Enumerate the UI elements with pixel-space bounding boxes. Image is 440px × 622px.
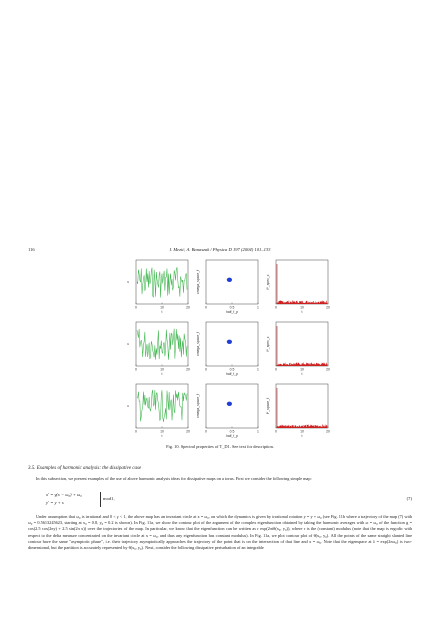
- ylabel-mid-0: omega_space_f: [196, 269, 200, 295]
- section-title: 3.5. Examples of harmonic analysis: the dissipative case: [28, 466, 142, 471]
- ylabel-left-1: x: [126, 343, 130, 345]
- eigenvalue-point-2: [227, 402, 232, 406]
- tick-label-1-1-2: 1: [257, 367, 259, 372]
- panel-frame-1-1: [206, 322, 258, 366]
- tick-label-2-0-0: 0: [135, 429, 137, 434]
- tick-label-0-0-1: 10: [160, 305, 164, 310]
- tick-label-1-0-0: 0: [135, 367, 137, 372]
- tick-label-0-2-1: 10: [300, 305, 304, 310]
- xlabel-mid-1: half_f_p: [225, 372, 239, 376]
- paragraph-intro: In this subsection, we present examples of the use of above harmonic analysis ideas for dissipative maps on a torus. First we consider the following simple map:: [36, 476, 312, 481]
- tick-label-2-2-1: 10: [300, 429, 304, 434]
- xlabel-right-1: t: [301, 372, 303, 376]
- tick-label-1-1-1: 0.5: [229, 367, 235, 372]
- tick-label-2-0-2: 20: [186, 429, 190, 434]
- xlabel-right-0: t: [301, 310, 303, 314]
- tick-label-0-0-0: 0: [135, 305, 137, 310]
- equation-line-1: x′ = γ(x − ω₀) + ω₀: [46, 492, 82, 497]
- equation-7: [46, 492, 412, 510]
- equation-number: (7): [406, 496, 412, 501]
- panel-frame-0-1: [206, 260, 258, 304]
- tick-label-2-2-2: 20: [326, 429, 330, 434]
- tick-label-1-0-2: 20: [186, 367, 190, 372]
- tick-label-0-2-2: 20: [326, 305, 330, 310]
- tick-label-1-2-2: 20: [326, 367, 330, 372]
- ylabel-left-0: x: [126, 281, 130, 283]
- tick-label-0-1-1: 0.5: [229, 305, 235, 310]
- tick-label-0-1-2: 1: [257, 305, 259, 310]
- tick-label-2-1-1: 0.5: [229, 429, 235, 434]
- ylabel-mid-2: omega_space_f: [196, 393, 200, 419]
- paragraph-analysis: Under assumption that ω₀ is irrational and 0 < γ < 1, the above map has an invariant circle at x = ω₀, on which the dynamics is given by irrational rotation y = y + ω₀ (see Fig. 11b where a trajectory of the map (7) with ω₀ = 0.5613245623, starting at x₀ = 0.8, y₀ = 0.2 is shown). In Fig. 11a, we show the contour plot of the argument of the complex eigenfunction obtained by taking the harmonic averages with ω = ω₀ of the function g = cos(2.5 cos(2πy) + 2.5 sin(2π x)) over the trajectories of the map. In particular, we know that the eigenfunction can be written as r exp(2πiθ(x₀, y₀)), where r is the (constant) modulus (note that the map is ergodic with respect to the delta measure concentrated on the invariant circle at x = ω₀, and thus any eigenfunction has constant modulus). In Fig. 11a, we plot contour plot of θ(x₀, y₀). All the points of the same straight slanted line contour have the same "asymptotic phase", i.e. their trajectory asymptotically approaches the trajectory of the point that is on the intersection of that line and x = ω₀. Note that the eigenspace at λ = exp(2πω₀) is two-dimensional, but the partition is accurately represented by θ(x₀, y₀). Next, consider the following dissipative perturbation of an integrable: [28, 514, 412, 551]
- xlabel-left-0: t: [161, 310, 163, 314]
- xlabel-right-2: t: [301, 434, 303, 438]
- ylabel-right-0: f*_spec_x: [266, 274, 270, 290]
- equation-brace: [98, 492, 101, 507]
- figure-10-panels: [118, 256, 330, 442]
- tick-label-1-2-0: 0: [275, 367, 277, 372]
- xlabel-left-1: t: [161, 372, 163, 376]
- ylabel-right-1: f*_spec_x: [266, 336, 270, 352]
- panel-frame-0-2: [276, 260, 328, 304]
- equation-mod: mod1,: [103, 496, 115, 501]
- tick-label-2-1-2: 1: [257, 429, 259, 434]
- tick-label-1-0-1: 10: [160, 367, 164, 372]
- tick-label-0-0-2: 20: [186, 305, 190, 310]
- tick-label-1-2-1: 10: [300, 367, 304, 372]
- panel-frame-1-2: [276, 322, 328, 366]
- tick-label-0-1-0: 0: [205, 305, 207, 310]
- figure-caption: Fig. 10. Spectral properties of T_D1. See text for description.: [166, 444, 274, 449]
- tick-label-0-2-0: 0: [275, 305, 277, 310]
- ylabel-left-2: x: [126, 405, 130, 407]
- tick-label-2-1-0: 0: [205, 429, 207, 434]
- tick-label-2-2-0: 0: [275, 429, 277, 434]
- panel-frame-2-2: [276, 384, 328, 428]
- xlabel-mid-2: half_f_p: [225, 434, 239, 438]
- xlabel-left-2: t: [161, 434, 163, 438]
- tick-label-1-1-0: 0: [205, 367, 207, 372]
- eigenvalue-point-0: [227, 278, 232, 282]
- running-header: [28, 247, 412, 255]
- page-number: 116: [28, 247, 35, 252]
- xlabel-mid-0: half_f_p: [225, 310, 239, 314]
- ylabel-right-2: f*_space_f: [266, 397, 270, 415]
- tick-label-2-0-1: 10: [160, 429, 164, 434]
- eigenvalue-point-1: [227, 340, 232, 344]
- running-head: I. Mezić, A. Banaszuk / Physica D 197 (2004) 101–133: [169, 247, 271, 252]
- figure-10: [118, 256, 330, 442]
- ylabel-mid-1: omega_space_f: [196, 331, 200, 357]
- equation-line-2: y′ = y + s: [46, 500, 64, 505]
- panel-frame-2-1: [206, 384, 258, 428]
